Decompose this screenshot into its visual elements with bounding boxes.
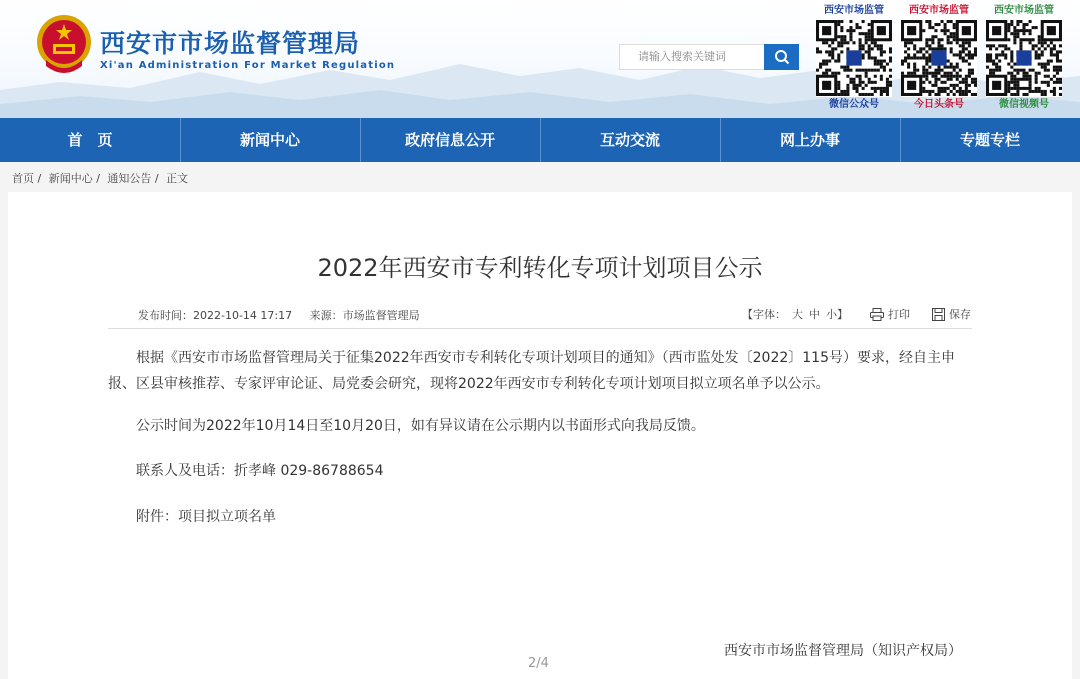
qr-toutiao-head: 西安市场监管 xyxy=(909,5,969,16)
qr-wechat[interactable] xyxy=(816,4,892,114)
font-size-medium[interactable]: 中 xyxy=(809,308,820,321)
nav-topics[interactable]: 专题专栏 xyxy=(900,118,1080,162)
nav-news[interactable]: 新闻中心 xyxy=(180,118,360,162)
font-size-small[interactable]: 小】 xyxy=(826,308,848,321)
print-button[interactable] xyxy=(870,306,910,322)
qr-wechat-foot: 微信公众号 xyxy=(829,99,879,110)
print-label: 打印 xyxy=(888,308,910,321)
qr-code-icon xyxy=(816,19,892,97)
save-button[interactable] xyxy=(932,306,971,322)
nav-gov-info[interactable]: 政府信息公开 xyxy=(360,118,540,162)
breadcrumb-current: 正文 xyxy=(166,172,189,185)
qr-toutiao[interactable] xyxy=(901,4,977,114)
breadcrumb-news[interactable]: 新闻中心 / xyxy=(48,172,100,185)
article-signature: 西安市市场监督管理局（知识产权局） xyxy=(724,643,962,659)
site-header xyxy=(0,0,1080,118)
article-panel xyxy=(8,192,1072,679)
qr-video-head: 西安市场监管 xyxy=(994,5,1054,16)
page-indicator: 2/4 xyxy=(528,656,549,671)
article-paragraph: 根据《西安市市场监督管理局关于征集2022年西安市专利转化专项计划项目的通知》（西市监处发〔2022〕115号）要求，经自主申报、区县审核推荐、专家评审论证、局党委会研究，现将2022年西安市专利转化专项计划项目拟立项名单予以公示。 xyxy=(108,350,955,392)
article-source: 来源：市场监督管理局 xyxy=(309,309,420,322)
font-size-large[interactable]: 大 xyxy=(792,308,803,321)
nav-online-services[interactable]: 网上办事 xyxy=(720,118,900,162)
search-icon xyxy=(774,49,790,65)
search-input[interactable]: 请输入搜索关键词 xyxy=(619,44,764,70)
qr-video[interactable] xyxy=(986,4,1062,114)
breadcrumb xyxy=(12,170,192,186)
breadcrumb-home[interactable]: 首页 / xyxy=(12,172,42,185)
national-emblem-icon xyxy=(36,14,92,74)
qr-video-foot: 微信视频号 xyxy=(999,99,1049,110)
article-paragraph: 公示时间为2022年10月14日至10月20日，如有异议请在公示期内以书面形式向我局反馈。 xyxy=(136,418,705,434)
search-button[interactable] xyxy=(764,44,799,70)
article-title: 2022年西安市专利转化专项计划项目公示 xyxy=(317,254,763,282)
site-title: 西安市市场监督管理局 xyxy=(100,29,361,58)
font-size-label: 【字体： xyxy=(742,308,786,321)
site-subtitle: Xi'an Administration For Market Regulation xyxy=(100,60,396,71)
qr-code-icon xyxy=(901,19,977,97)
save-label: 保存 xyxy=(949,308,971,321)
article-meta xyxy=(138,307,434,323)
main-nav xyxy=(0,118,1080,162)
breadcrumb-notices[interactable]: 通知公告 / xyxy=(107,172,159,185)
publish-time: 发布时间：2022-10-14 17:17 xyxy=(138,309,293,322)
nav-interaction[interactable]: 互动交流 xyxy=(540,118,720,162)
nav-home[interactable]: 首 页 xyxy=(67,131,113,149)
qr-toutiao-foot: 今日头条号 xyxy=(914,99,964,110)
article-paragraph: 联系人及电话：折孝峰 029-86788654 xyxy=(136,463,384,479)
qr-wechat-head: 西安市场监管 xyxy=(824,5,884,16)
qr-code-icon xyxy=(986,19,1062,97)
save-icon xyxy=(932,308,945,321)
article-tools xyxy=(742,306,971,322)
attachment-line[interactable]: 附件：项目拟立项名单 xyxy=(136,509,276,525)
printer-icon xyxy=(870,308,884,321)
meta-divider xyxy=(108,328,972,329)
